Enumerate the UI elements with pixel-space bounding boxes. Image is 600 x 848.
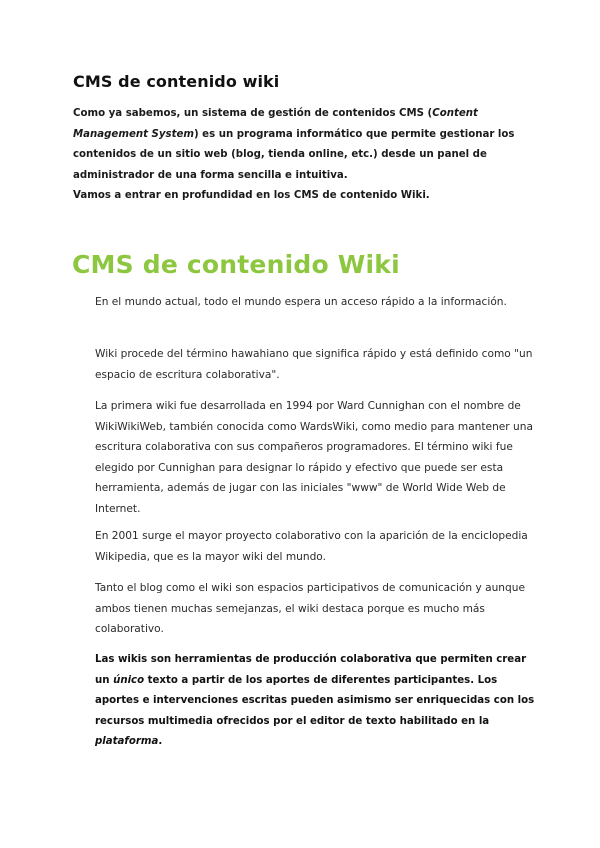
closing-text-1: Las wikis son herramientas de producción colaborativa que permiten crear un: [95, 654, 527, 686]
intro-term: Content Management System: [73, 108, 478, 140]
section-title: CMS de contenido wiki: [73, 72, 280, 91]
paragraph-4: En 2001 surge el mayor proyecto colaborativo con la aparición de la enciclopedia Wikipedia, que es la mayor wiki del mundo.: [95, 530, 528, 563]
paragraph-2: Wiki procede del término hawahiano que significa rápido y está definido como "un espacio de escritura colaborativa".: [95, 348, 533, 381]
intro-paragraph: [73, 104, 533, 186]
paragraph-5: Tanto el blog como el wiki son espacios participativos de comunicación y aunque ambos tienen muchas semejanzas, el wiki destaca porque es mucho más colaborativo.: [95, 582, 525, 635]
intro-text-start: Como ya sabemos, un sistema de gestión de contenidos CMS (: [73, 108, 433, 119]
paragraph-3: La primera wiki fue desarrollada en 1994 por Ward Cunnighan con el nombre de WikiWikiWeb, también conocida como WardsWiki, como medio para mantener una escritura colaborativa con sus compañeros programadores. El término wiki fue elegido por Cunnighan para designar lo rápido y efectivo que puede ser esta herramienta, además de jugar con las iniciales "www" de World Wide Web de Internet.: [95, 400, 533, 515]
closing-text-3: .: [158, 736, 163, 747]
intro-followup: Vamos a entrar en profundidad en los CMS de contenido Wiki.: [73, 190, 430, 201]
paragraph-1: En el mundo actual, todo el mundo espera un acceso rápido a la información.: [95, 296, 507, 308]
intro-text-end: ) es un programa informático que permite gestionar los contenidos de un sitio web (blog, tienda online, etc.) desde un panel de administrador de una forma sencilla e intuitiva.: [73, 128, 515, 181]
closing-emph: único: [113, 674, 145, 686]
closing-text-2: texto a partir de los aportes de diferentes participantes. Los aportes e intervenciones escritas pueden asimismo ser enriquecidas con los recursos multimedia ofrecidos por el editor de texto habilitado en la: [95, 674, 535, 727]
closing-paragraph: [95, 650, 535, 753]
closing-emph-2: plataforma: [95, 736, 159, 747]
main-title: CMS de contenido Wiki: [72, 250, 400, 279]
